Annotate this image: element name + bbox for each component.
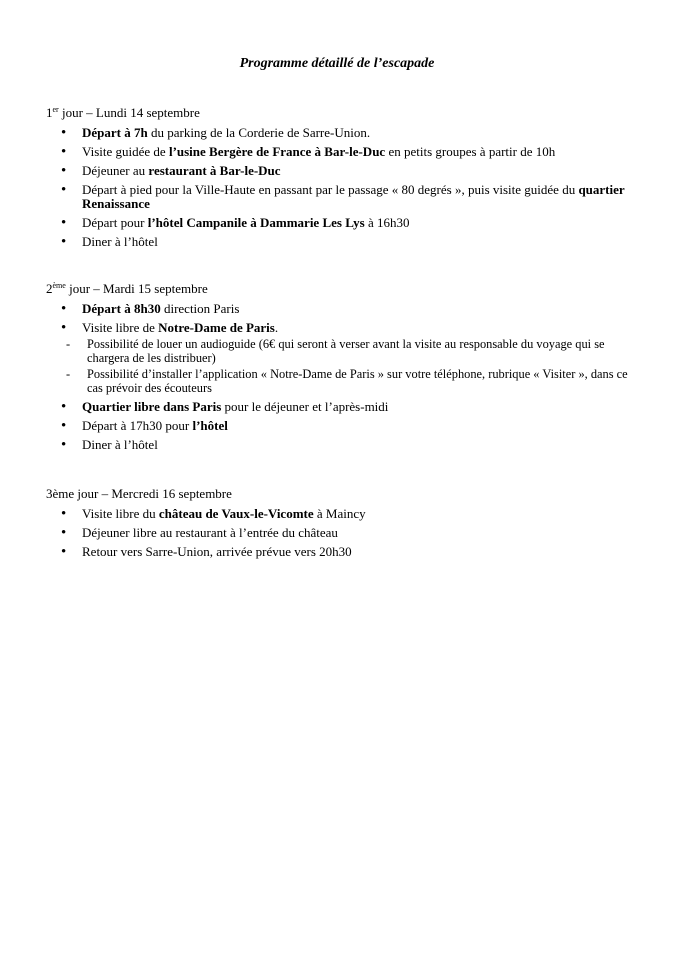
day-heading — [46, 105, 646, 121]
day-2-item-list — [46, 302, 646, 452]
programme-item — [46, 302, 646, 316]
item-text: du parking de la Corderie de Sarre-Union. — [147, 125, 371, 140]
programme-item — [46, 545, 646, 559]
item-text-bold: l’usine Bergère de France à Bar-le-Duc — [168, 144, 386, 159]
item-text: Déjeuner au — [82, 163, 149, 178]
day-2-section — [46, 281, 646, 452]
day-number: 1 — [46, 105, 53, 120]
programme-item — [46, 164, 646, 178]
item-text-bold: Départ à 7h — [82, 125, 148, 140]
page-title: Programme détaillé de l’escapade — [239, 56, 435, 71]
day-3-item-list — [46, 507, 646, 559]
day-heading — [46, 281, 646, 297]
item-text-bold: Départ à 8h30 — [82, 301, 161, 316]
item-text: Visite guidée de — [82, 144, 169, 159]
day-heading-text: jour – Mardi 15 septembre — [65, 281, 208, 296]
item-text-bold: l’hôtel Campanile à Dammarie Les Lys — [147, 215, 365, 230]
item-text: Visite libre de — [82, 320, 159, 335]
item-text: en petits groupes à partir de 10h — [385, 144, 556, 159]
item-text: direction Paris — [160, 301, 240, 316]
programme-item — [46, 419, 646, 433]
programme-subitem — [46, 367, 646, 395]
item-text-bold: l’hôtel — [192, 418, 228, 433]
item-text: à 16h30 — [364, 215, 410, 230]
programme-item — [46, 507, 646, 521]
item-text: Départ à 17h30 pour — [82, 418, 193, 433]
item-text: . — [274, 320, 279, 335]
day-1-item-list — [46, 126, 646, 249]
item-text: Diner à l’hôtel — [82, 437, 158, 452]
day-3-section — [46, 486, 646, 559]
item-text: Possibilité de louer un audioguide (6€ qui seront à verser avant la visite au responsable du voyage qui se chargera de les distribuer) — [87, 337, 605, 365]
item-text-bold: quartier Renaissance — [82, 182, 625, 211]
item-text: pour le déjeuner et l’après-midi — [221, 399, 389, 414]
item-text: à Maincy — [313, 506, 366, 521]
item-text: Possibilité d’installer l’application « Notre-Dame de Paris » sur votre téléphone, rubrique « Visiter », dans ce cas prévoir des écouteurs — [87, 367, 628, 395]
item-text-bold: château de Vaux-le-Vicomte — [158, 506, 314, 521]
programme-item — [46, 321, 646, 335]
item-text: Visite libre du — [82, 506, 159, 521]
programme-item — [46, 438, 646, 452]
programme-item — [46, 235, 646, 249]
item-text: Diner à l’hôtel — [82, 234, 158, 249]
programme-item — [46, 216, 646, 230]
item-text: Départ pour — [82, 215, 148, 230]
item-text: Déjeuner libre au restaurant à l’entrée du château — [82, 525, 338, 540]
item-text-bold: restaurant à Bar-le-Duc — [148, 163, 281, 178]
day-heading-text: jour – Mercredi 16 septembre — [74, 486, 232, 501]
programme-item — [46, 126, 646, 140]
item-text: Retour vers Sarre-Union, arrivée prévue vers 20h30 — [82, 544, 352, 559]
item-text-bold: Quartier libre dans Paris — [82, 399, 222, 414]
day-number-suffix: er — [52, 105, 59, 114]
day-1-section — [46, 105, 646, 249]
programme-subitem — [46, 337, 646, 365]
day-number: 3ème — [46, 486, 75, 501]
day-heading — [46, 486, 646, 502]
programme-item — [46, 183, 646, 211]
item-text: Départ à pied pour la Ville-Haute en passant par le passage « 80 degrés », puis visite guidée du — [82, 182, 579, 197]
programme-item — [46, 526, 646, 540]
programme-item — [46, 145, 646, 159]
day-number: 2 — [46, 281, 53, 296]
day-number-suffix: ème — [52, 281, 66, 290]
item-text-bold: Notre-Dame de Paris — [158, 320, 275, 335]
programme-item — [46, 400, 646, 414]
day-heading-text: jour – Lundi 14 septembre — [58, 105, 200, 120]
